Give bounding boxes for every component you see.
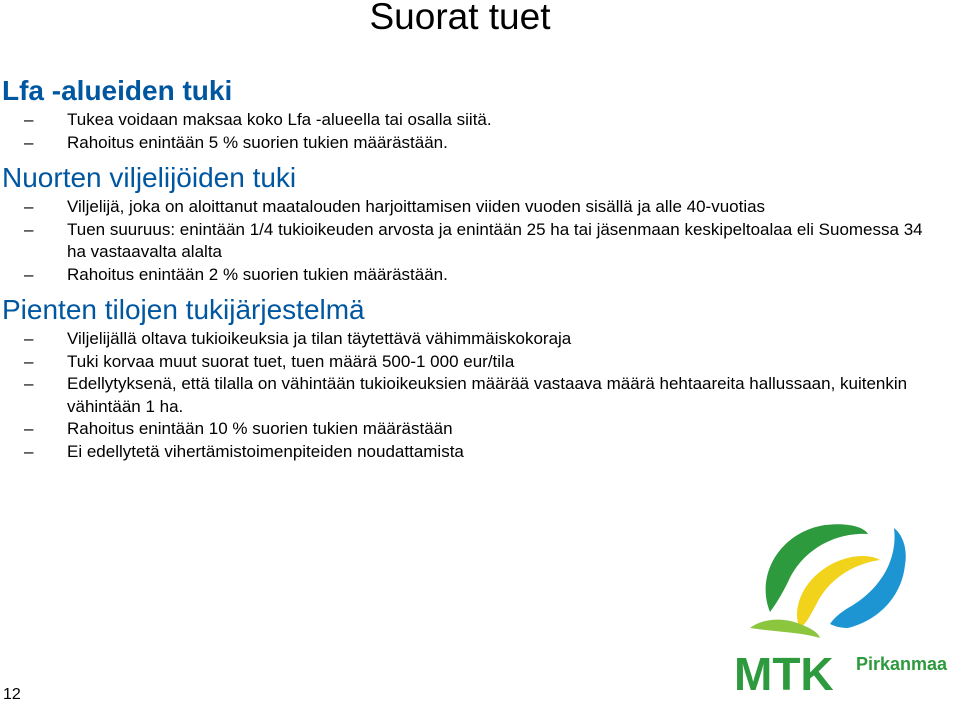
list-item bbox=[2, 196, 932, 219]
list-item bbox=[2, 328, 932, 351]
mtk-symbol-icon bbox=[750, 524, 906, 638]
list-item-text: Rahoitus enintään 5 % suorien tukien määrästään. bbox=[67, 132, 448, 152]
list-item bbox=[2, 109, 932, 132]
list-item bbox=[2, 264, 932, 287]
list-item bbox=[2, 132, 932, 155]
list-item bbox=[2, 418, 932, 441]
dash-bullet: – bbox=[24, 419, 34, 438]
slide-content bbox=[2, 73, 932, 463]
section-heading-nuorten: Nuorten viljelijöiden tuki bbox=[2, 162, 297, 193]
section-heading-pienten: Pienten tilojen tukijärjestelmä bbox=[2, 294, 365, 325]
list-item-text: Edellytyksenä, että tilalla on vähintään tukioikeuksien määrää vastaava määrä hehtaareita hallussaan, kuitenkin vähintään 1 ha. bbox=[67, 374, 908, 416]
logo-wordmark: MTK bbox=[734, 648, 834, 700]
dash-bullet: – bbox=[24, 110, 34, 129]
dash-bullet: – bbox=[24, 351, 34, 371]
dash-bullet: – bbox=[24, 219, 34, 239]
dash-bullet: – bbox=[24, 197, 34, 216]
dash-bullet: – bbox=[24, 374, 34, 393]
section-heading-lfa: Lfa -alueiden tuki bbox=[2, 75, 233, 106]
list-item-text: Tukea voidaan maksaa koko Lfa -alueella tai osalla siitä. bbox=[67, 110, 492, 129]
list-item-text: Tuki korvaa muut suorat tuet, tuen määrä 500-1 000 eur/tila bbox=[67, 351, 515, 371]
dash-bullet: – bbox=[24, 441, 34, 461]
list-item-text: Tuen suuruus: enintään 1/4 tukioikeuden arvosta ja enintään 25 ha tai jäsenmaan keskipeltoalaa eli Suomessa 34 ha vastaavalta alalta bbox=[67, 219, 923, 261]
bullet-list-lfa bbox=[2, 109, 932, 154]
list-item bbox=[2, 373, 932, 418]
dash-bullet: – bbox=[24, 264, 34, 284]
list-item bbox=[2, 219, 932, 264]
list-item-text: Viljelijällä oltava tukioikeuksia ja tilan täytettävä vähimmäiskokoraja bbox=[67, 329, 572, 348]
list-item-text: Rahoitus enintään 2 % suorien tukien määrästään. bbox=[67, 264, 448, 284]
bullet-list-pienten bbox=[2, 328, 932, 463]
list-item bbox=[2, 441, 932, 464]
slide-title: Suorat tuet bbox=[369, 0, 551, 37]
list-item-text: Viljelijä, joka on aloittanut maatalouden harjoittamisen viiden vuoden sisällä ja alle 40-vuotias bbox=[67, 197, 766, 216]
list-item-text: Ei edellytetä vihertämistoimenpiteiden noudattamista bbox=[67, 441, 464, 461]
logo-region: Pirkanmaa bbox=[856, 654, 948, 674]
list-item-text: Rahoitus enintään 10 % suorien tukien määrästään bbox=[67, 419, 453, 438]
blue-leaf-shape bbox=[830, 528, 906, 628]
dash-bullet: – bbox=[24, 132, 34, 152]
dash-bullet: – bbox=[24, 329, 34, 348]
list-item bbox=[2, 351, 932, 374]
bullet-list-nuorten bbox=[2, 196, 932, 286]
lime-leaf-shape bbox=[750, 620, 820, 638]
mtk-pirkanmaa-logo bbox=[730, 520, 960, 700]
page-number: 12 bbox=[3, 686, 21, 703]
